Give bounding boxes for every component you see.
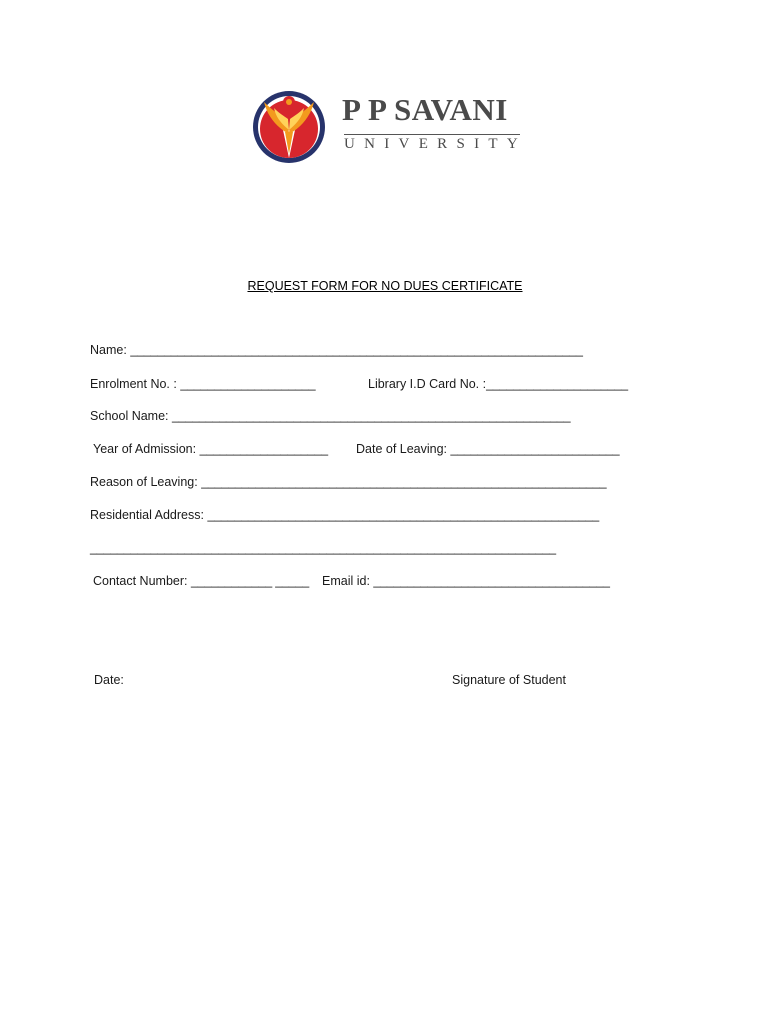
library-card-field[interactable] [368, 377, 628, 391]
admission-year-blank[interactable]: ___________________ [199, 442, 328, 456]
leaving-date-blank[interactable]: _________________________ [450, 442, 620, 456]
admission-year-field[interactable] [93, 442, 328, 456]
school-name-label: School Name: [90, 409, 169, 423]
contact-number-label: Contact Number: [93, 574, 188, 588]
leaving-reason-field[interactable] [90, 475, 606, 489]
university-wordmark [342, 92, 527, 162]
signature-label: Signature of Student [452, 673, 566, 687]
leaving-reason-blank[interactable]: ____________________________________________________________ [201, 475, 607, 489]
form-title: REQUEST FORM FOR NO DUES CERTIFICATE [247, 279, 523, 293]
address-line-2[interactable] [90, 541, 556, 555]
brand-divider [344, 134, 520, 135]
admission-year-label: Year of Admission: [93, 442, 197, 456]
brand-subtitle: UNIVERSITY [344, 136, 527, 152]
address-line-2-blank[interactable]: _____________________________________________________________________ [90, 541, 556, 555]
school-name-blank[interactable]: ___________________________________________________________ [172, 409, 571, 423]
library-card-blank[interactable]: _____________________ [486, 377, 628, 391]
school-name-field[interactable] [90, 409, 570, 423]
name-blank[interactable]: ___________________________________________________________________ [130, 343, 583, 357]
name-field[interactable] [90, 343, 583, 357]
email-field[interactable] [322, 574, 610, 588]
enrolment-field[interactable] [90, 377, 315, 391]
library-card-label: Library I.D Card No. : [368, 377, 487, 391]
brand-name: P P SAVANI [342, 92, 508, 127]
address-blank[interactable]: __________________________________________________________ [207, 508, 600, 522]
flame-torch-emblem-icon [250, 88, 328, 166]
name-label: Name: [90, 343, 127, 357]
email-label: Email id: [322, 574, 370, 588]
date-label: Date: [94, 673, 124, 687]
address-field[interactable] [90, 508, 599, 522]
enrolment-blank[interactable]: ____________________ [180, 377, 316, 391]
university-logo [250, 88, 530, 168]
email-blank[interactable]: ___________________________________ [373, 574, 610, 588]
contact-number-blank[interactable]: ____________ _____ [190, 574, 310, 588]
enrolment-label: Enrolment No. : [90, 377, 177, 391]
leaving-date-label: Date of Leaving: [356, 442, 448, 456]
address-label: Residential Address: [90, 508, 204, 522]
contact-number-field[interactable] [93, 574, 309, 588]
leaving-reason-label: Reason of Leaving: [90, 475, 198, 489]
leaving-date-field[interactable] [356, 442, 619, 456]
